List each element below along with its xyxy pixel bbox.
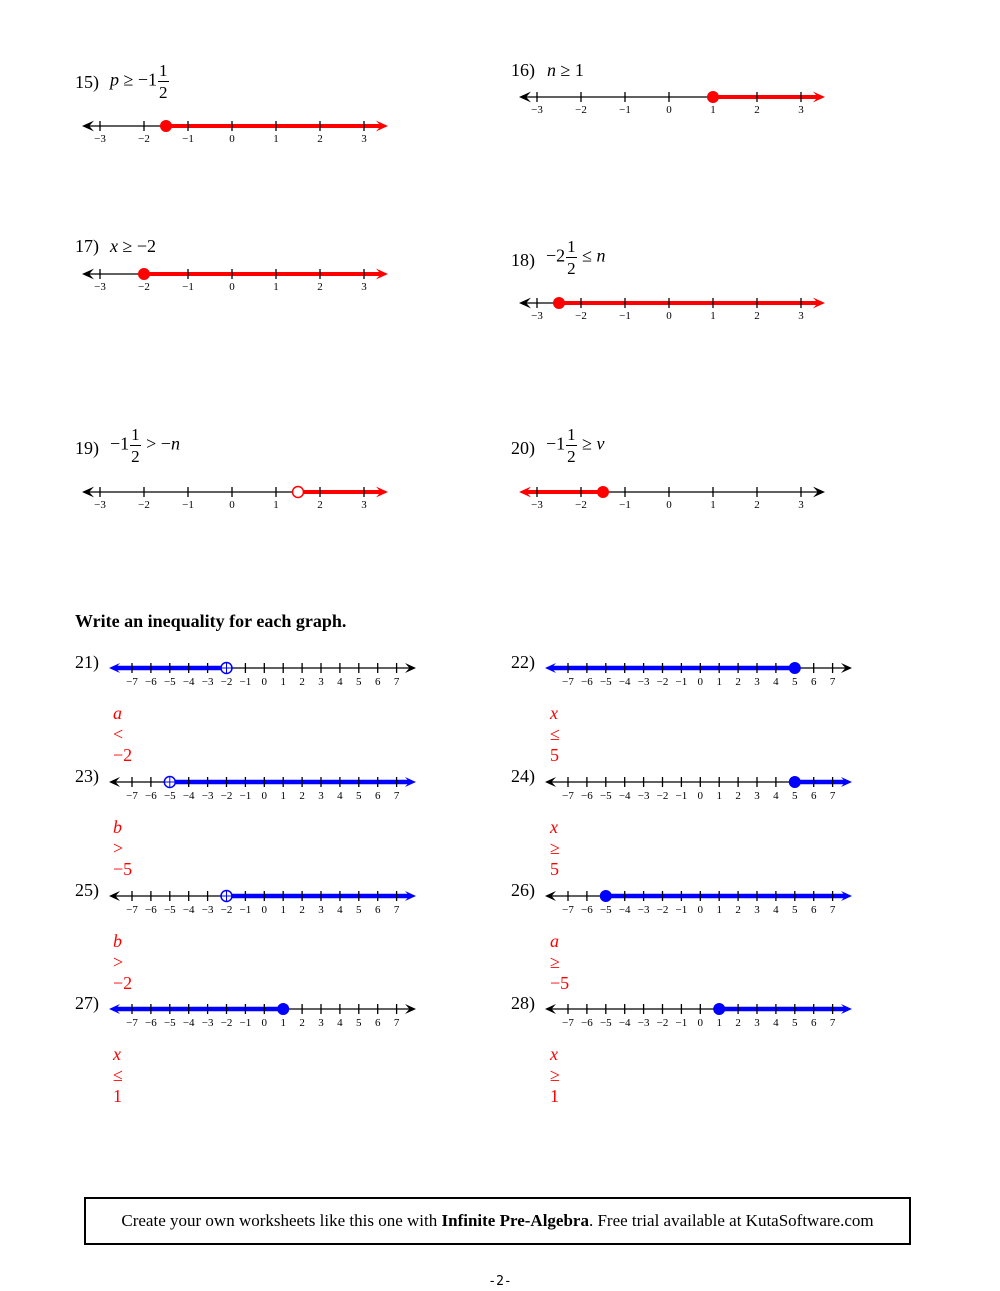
tick-label: −2 bbox=[138, 499, 150, 511]
tick-label: 3 bbox=[361, 133, 367, 145]
tick-label: 2 bbox=[299, 1017, 305, 1029]
tick-label: 2 bbox=[735, 1017, 741, 1029]
tick-label: 2 bbox=[299, 676, 305, 688]
inequality-expression bbox=[110, 62, 170, 101]
tick-label: 1 bbox=[710, 310, 716, 322]
answer-relation: ≥ 1 bbox=[550, 1065, 560, 1106]
tick-label: 1 bbox=[280, 676, 286, 688]
tick-label: 5 bbox=[356, 1017, 362, 1029]
tick-label: −5 bbox=[599, 676, 612, 688]
tick-label: 2 bbox=[735, 676, 741, 688]
tick-label: 0 bbox=[697, 1017, 704, 1029]
tick-label: 4 bbox=[337, 1017, 343, 1029]
tick-label: −1 bbox=[619, 104, 631, 116]
tick-label: −1 bbox=[619, 499, 631, 511]
tick-label: 3 bbox=[754, 904, 760, 916]
tick-label: −6 bbox=[145, 904, 157, 916]
answer-text bbox=[113, 1044, 123, 1107]
problem-number: 15) bbox=[75, 72, 99, 92]
closed-endpoint bbox=[598, 487, 609, 498]
closed-endpoint bbox=[600, 891, 611, 902]
tick-label: −1 bbox=[675, 790, 688, 802]
tick-label: −4 bbox=[182, 904, 195, 916]
closed-endpoint bbox=[554, 298, 565, 309]
tick-label: 2 bbox=[735, 904, 741, 916]
number-line bbox=[70, 258, 400, 300]
number-line bbox=[105, 653, 425, 691]
tick-label: 2 bbox=[317, 499, 323, 511]
expression-text: ≤ bbox=[577, 245, 597, 266]
answer-relation: > −2 bbox=[113, 952, 133, 993]
tick-label: −4 bbox=[618, 904, 631, 916]
problem-number: 21) bbox=[75, 652, 99, 672]
tick-label: 3 bbox=[318, 790, 324, 802]
answer-variable: x bbox=[113, 1044, 121, 1064]
expression-text: > − bbox=[141, 433, 171, 454]
tick-label: −2 bbox=[138, 281, 150, 293]
tick-label: 4 bbox=[337, 676, 343, 688]
tick-label: −7 bbox=[126, 1017, 138, 1029]
tick-label: −3 bbox=[94, 499, 106, 511]
expression-text: −1 bbox=[546, 433, 566, 454]
tick-label: 5 bbox=[356, 904, 362, 916]
tick-label: −1 bbox=[182, 499, 194, 511]
fraction-numerator: 1 bbox=[159, 61, 168, 80]
tick-label: −7 bbox=[562, 1017, 574, 1029]
closed-endpoint bbox=[714, 1004, 725, 1015]
fraction-numerator: 1 bbox=[567, 425, 576, 444]
number-line bbox=[70, 476, 400, 518]
tick-label: 1 bbox=[710, 104, 716, 116]
tick-label: 2 bbox=[754, 104, 760, 116]
tick-label: −3 bbox=[201, 676, 214, 688]
answer-relation: < −2 bbox=[113, 724, 133, 765]
tick-label: 1 bbox=[273, 499, 279, 511]
answer-variable: x bbox=[550, 1044, 558, 1064]
tick-label: 0 bbox=[229, 281, 235, 293]
tick-label: −1 bbox=[182, 281, 194, 293]
problem-number: 22) bbox=[511, 652, 535, 672]
tick-label: −7 bbox=[562, 790, 574, 802]
number-line bbox=[105, 767, 425, 805]
tick-label: −1 bbox=[675, 904, 688, 916]
tick-label: −6 bbox=[145, 676, 157, 688]
tick-label: −3 bbox=[531, 310, 543, 322]
tick-label: 4 bbox=[337, 790, 343, 802]
number-line bbox=[541, 994, 861, 1032]
variable: n bbox=[547, 60, 556, 80]
tick-label: 3 bbox=[754, 1017, 760, 1029]
tick-label: 0 bbox=[229, 499, 235, 511]
tick-label: −2 bbox=[575, 104, 587, 116]
tick-label: 1 bbox=[716, 676, 722, 688]
tick-label: 1 bbox=[280, 790, 286, 802]
expression-text: ≥ bbox=[577, 433, 597, 454]
closed-endpoint bbox=[139, 269, 150, 280]
tick-label: −5 bbox=[599, 790, 612, 802]
tick-label: −1 bbox=[239, 1017, 252, 1029]
tick-label: 2 bbox=[735, 790, 741, 802]
problem-number: 23) bbox=[75, 766, 99, 786]
fraction-denominator: 2 bbox=[131, 447, 140, 466]
tick-label: −4 bbox=[618, 790, 631, 802]
tick-label: 7 bbox=[829, 790, 836, 802]
number-line bbox=[541, 881, 861, 919]
tick-label: 1 bbox=[716, 904, 722, 916]
tick-label: −2 bbox=[220, 904, 233, 916]
expression-text: ≥ −1 bbox=[119, 69, 158, 90]
footer-text bbox=[121, 1211, 873, 1231]
tick-label: 3 bbox=[754, 790, 760, 802]
fraction-denominator: 2 bbox=[567, 259, 576, 278]
tick-label: 4 bbox=[773, 1017, 779, 1029]
tick-label: −2 bbox=[138, 133, 150, 145]
problem-number: 25) bbox=[75, 880, 99, 900]
tick-label: −3 bbox=[201, 790, 214, 802]
tick-label: −4 bbox=[618, 676, 631, 688]
tick-label: −6 bbox=[581, 904, 593, 916]
fraction-denominator: 2 bbox=[159, 83, 168, 102]
tick-label: −6 bbox=[581, 790, 593, 802]
answer-text bbox=[550, 703, 560, 766]
tick-label: 4 bbox=[773, 790, 779, 802]
inequality-expression bbox=[546, 426, 605, 465]
inequality-expression bbox=[110, 426, 180, 465]
answer-text bbox=[550, 817, 560, 880]
problem-number: 24) bbox=[511, 766, 535, 786]
tick-label: −1 bbox=[239, 790, 252, 802]
tick-label: −3 bbox=[201, 1017, 214, 1029]
variable: p bbox=[110, 69, 119, 90]
closed-endpoint bbox=[161, 121, 172, 132]
variable: n bbox=[596, 245, 606, 266]
closed-endpoint bbox=[278, 1004, 289, 1015]
tick-label: 1 bbox=[273, 133, 279, 145]
tick-label: −1 bbox=[239, 904, 252, 916]
fraction-denominator: 2 bbox=[567, 447, 576, 466]
tick-label: −7 bbox=[562, 676, 574, 688]
answer-variable: x bbox=[550, 817, 558, 837]
expression-text: ≥ 1 bbox=[556, 60, 584, 80]
closed-endpoint bbox=[789, 663, 800, 674]
tick-label: 0 bbox=[261, 790, 268, 802]
tick-label: 7 bbox=[829, 676, 836, 688]
answer-text bbox=[550, 931, 569, 994]
tick-label: 0 bbox=[261, 676, 268, 688]
tick-label: 1 bbox=[280, 904, 286, 916]
tick-label: 3 bbox=[798, 104, 804, 116]
tick-label: 7 bbox=[829, 904, 836, 916]
tick-label: 1 bbox=[716, 1017, 722, 1029]
tick-label: 0 bbox=[229, 133, 235, 145]
tick-label: 5 bbox=[792, 676, 798, 688]
tick-label: −5 bbox=[599, 1017, 612, 1029]
tick-label: −2 bbox=[220, 676, 233, 688]
answer-text bbox=[550, 1044, 560, 1107]
tick-label: 6 bbox=[810, 904, 817, 916]
answer-variable: b bbox=[113, 931, 122, 951]
number-line bbox=[507, 287, 837, 329]
tick-label: 3 bbox=[361, 499, 367, 511]
number-line bbox=[70, 110, 400, 152]
tick-label: −5 bbox=[163, 1017, 176, 1029]
answer-variable: a bbox=[113, 703, 122, 723]
tick-label: 7 bbox=[393, 1017, 400, 1029]
tick-label: −1 bbox=[675, 1017, 688, 1029]
answer-relation: ≤ 5 bbox=[550, 724, 560, 765]
tick-label: 6 bbox=[810, 1017, 817, 1029]
tick-label: 1 bbox=[716, 790, 722, 802]
problem-number: 27) bbox=[75, 993, 99, 1013]
tick-label: 1 bbox=[273, 281, 279, 293]
footer-text-start: Create your own worksheets like this one with bbox=[121, 1211, 442, 1230]
number-line bbox=[541, 767, 861, 805]
tick-label: −2 bbox=[220, 790, 233, 802]
tick-label: −5 bbox=[599, 904, 612, 916]
number-line bbox=[105, 881, 425, 919]
tick-label: 4 bbox=[773, 904, 779, 916]
tick-label: −1 bbox=[675, 676, 688, 688]
tick-label: 0 bbox=[261, 1017, 268, 1029]
tick-label: −3 bbox=[201, 904, 214, 916]
tick-label: 1 bbox=[280, 1017, 286, 1029]
tick-label: −2 bbox=[656, 676, 669, 688]
tick-label: −5 bbox=[163, 790, 176, 802]
inequality-expression bbox=[547, 60, 584, 81]
tick-label: 2 bbox=[754, 499, 760, 511]
tick-label: −2 bbox=[575, 499, 587, 511]
tick-label: −3 bbox=[531, 499, 543, 511]
tick-label: 2 bbox=[317, 133, 323, 145]
answer-relation: ≥ 5 bbox=[550, 838, 560, 879]
tick-label: 2 bbox=[299, 904, 305, 916]
tick-label: −7 bbox=[126, 676, 138, 688]
problem-number: 16) bbox=[511, 60, 535, 80]
number-line bbox=[105, 994, 425, 1032]
number-line bbox=[541, 653, 861, 691]
tick-label: −2 bbox=[656, 1017, 669, 1029]
open-endpoint bbox=[293, 487, 304, 498]
expression-text: −2 bbox=[546, 245, 566, 266]
variable: x bbox=[110, 236, 118, 256]
tick-label: −7 bbox=[126, 904, 138, 916]
tick-label: 3 bbox=[318, 904, 324, 916]
answer-variable: x bbox=[550, 703, 558, 723]
expression-text: −1 bbox=[110, 433, 130, 454]
problem-number: 19) bbox=[75, 438, 99, 458]
tick-label: 1 bbox=[710, 499, 716, 511]
section-instruction: Write an inequality for each graph. bbox=[75, 611, 347, 631]
fraction bbox=[158, 62, 169, 101]
closed-endpoint bbox=[708, 92, 719, 103]
tick-label: 3 bbox=[318, 676, 324, 688]
tick-label: −5 bbox=[163, 904, 176, 916]
inequality-expression bbox=[546, 238, 606, 277]
tick-label: 0 bbox=[666, 104, 672, 116]
answer-relation: ≥ −5 bbox=[550, 952, 570, 993]
fraction bbox=[130, 426, 141, 465]
tick-label: −4 bbox=[182, 1017, 195, 1029]
tick-label: 2 bbox=[754, 310, 760, 322]
fraction-numerator: 1 bbox=[567, 237, 576, 256]
fraction-numerator: 1 bbox=[131, 425, 140, 444]
tick-label: −5 bbox=[163, 676, 176, 688]
tick-label: 4 bbox=[773, 676, 779, 688]
tick-label: −6 bbox=[581, 676, 593, 688]
answer-relation: > −5 bbox=[113, 838, 133, 879]
tick-label: −6 bbox=[145, 1017, 157, 1029]
tick-label: −7 bbox=[126, 790, 138, 802]
problem-number: 18) bbox=[511, 250, 535, 270]
tick-label: 5 bbox=[792, 1017, 798, 1029]
answer-text bbox=[113, 817, 132, 880]
tick-label: 0 bbox=[261, 904, 268, 916]
problem-number: 26) bbox=[511, 880, 535, 900]
tick-label: 2 bbox=[299, 790, 305, 802]
tick-label: −3 bbox=[637, 790, 650, 802]
tick-label: 7 bbox=[829, 1017, 836, 1029]
tick-label: −4 bbox=[182, 790, 195, 802]
tick-label: 3 bbox=[361, 281, 367, 293]
tick-label: −2 bbox=[575, 310, 587, 322]
tick-label: 6 bbox=[810, 790, 817, 802]
tick-label: −2 bbox=[656, 904, 669, 916]
tick-label: −2 bbox=[220, 1017, 233, 1029]
tick-label: 0 bbox=[697, 676, 704, 688]
problem-number: 20) bbox=[511, 438, 535, 458]
tick-label: 6 bbox=[374, 1017, 381, 1029]
footer-product-name: Infinite Pre-Algebra bbox=[441, 1211, 589, 1230]
page-number: -2- bbox=[488, 1274, 512, 1289]
tick-label: 5 bbox=[356, 676, 362, 688]
tick-label: 7 bbox=[393, 676, 400, 688]
footer-box bbox=[84, 1197, 911, 1245]
tick-label: −1 bbox=[239, 676, 252, 688]
answer-text bbox=[113, 931, 132, 994]
tick-label: −3 bbox=[637, 904, 650, 916]
tick-label: 3 bbox=[318, 1017, 324, 1029]
tick-label: −1 bbox=[182, 133, 194, 145]
variable: n bbox=[170, 433, 180, 454]
tick-label: 7 bbox=[393, 790, 400, 802]
tick-label: 0 bbox=[697, 904, 704, 916]
answer-variable: b bbox=[113, 817, 122, 837]
tick-label: −6 bbox=[581, 1017, 593, 1029]
answer-variable: a bbox=[550, 931, 559, 951]
closed-endpoint bbox=[789, 777, 800, 788]
tick-label: 6 bbox=[810, 676, 817, 688]
tick-label: 5 bbox=[792, 904, 798, 916]
variable: v bbox=[596, 433, 605, 454]
tick-label: −6 bbox=[145, 790, 157, 802]
tick-label: 7 bbox=[393, 904, 400, 916]
tick-label: 0 bbox=[666, 499, 672, 511]
tick-label: −3 bbox=[637, 1017, 650, 1029]
inequality-expression bbox=[110, 236, 156, 257]
problem-number: 28) bbox=[511, 993, 535, 1013]
tick-label: 6 bbox=[374, 904, 381, 916]
tick-label: −2 bbox=[656, 790, 669, 802]
tick-label: 6 bbox=[374, 676, 381, 688]
problem-number: 17) bbox=[75, 236, 99, 256]
tick-label: 3 bbox=[798, 499, 804, 511]
tick-label: −7 bbox=[562, 904, 574, 916]
tick-label: 3 bbox=[798, 310, 804, 322]
tick-label: 3 bbox=[754, 676, 760, 688]
tick-label: −4 bbox=[182, 676, 195, 688]
expression-text: ≥ −2 bbox=[118, 236, 157, 256]
tick-label: −3 bbox=[94, 281, 106, 293]
tick-label: −3 bbox=[637, 676, 650, 688]
fraction bbox=[566, 426, 577, 465]
tick-label: 6 bbox=[374, 790, 381, 802]
tick-label: 5 bbox=[792, 790, 798, 802]
tick-label: −4 bbox=[618, 1017, 631, 1029]
tick-label: −1 bbox=[619, 310, 631, 322]
fraction bbox=[566, 238, 577, 277]
tick-label: 4 bbox=[337, 904, 343, 916]
answer-text bbox=[113, 703, 132, 766]
answer-relation: ≤ 1 bbox=[113, 1065, 123, 1106]
footer-text-end: . Free trial available at KutaSoftware.com bbox=[588, 1211, 874, 1230]
tick-label: 0 bbox=[697, 790, 704, 802]
tick-label: 2 bbox=[317, 281, 323, 293]
tick-label: 5 bbox=[356, 790, 362, 802]
tick-label: −3 bbox=[94, 133, 106, 145]
tick-label: −3 bbox=[531, 104, 543, 116]
number-line bbox=[507, 81, 837, 123]
tick-label: 0 bbox=[666, 310, 672, 322]
number-line bbox=[507, 476, 837, 518]
